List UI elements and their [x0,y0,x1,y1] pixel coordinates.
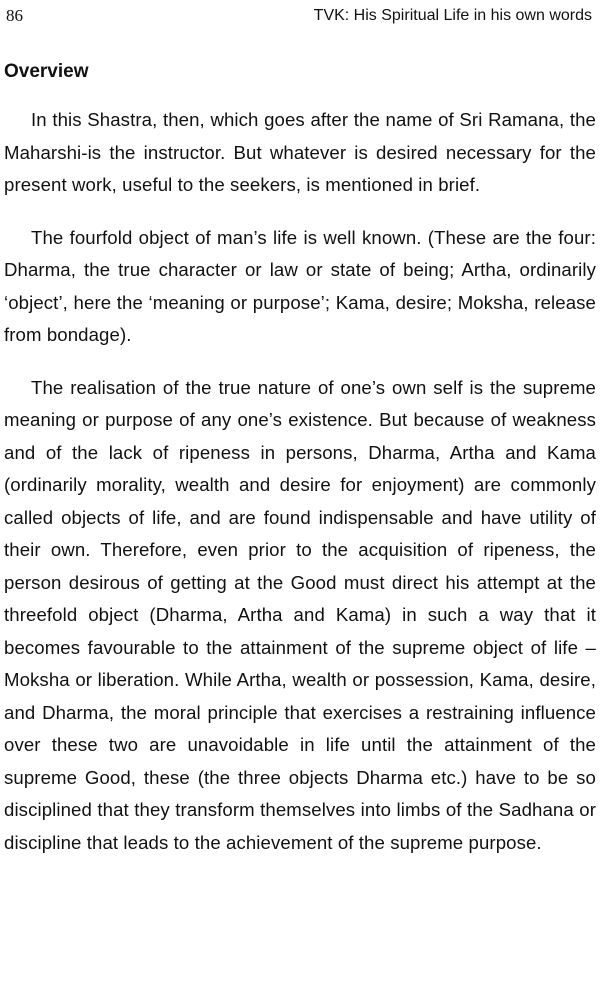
paragraph: The realisation of the true nature of one’s own self is the supreme meaning or purpose of any one’s existence. But because of weakness and of the lack of ripeness in persons, Dharma, Artha and Kama (ordinarily morality, wealth and desire for enjoyment) are commonly called objects of life, and are found indispensable and have utility of their own. Therefore, even prior to the acquisition of ripeness, the person desirous of getting at the Good must direct his attempt at the threefold object (Dharma, Artha and Kama) in such a way that it becomes favourable to the attainment of the supreme object of life – Moksha or liberation. While Artha, wealth or possession, Kama, desire, and Dharma, the moral principle that exercises a restraining influence over these two are unavoidable in life until the attainment of the supreme Good, these (the three objects Dharma etc.) have to be so disciplined that they transform themselves into limbs of the Sadhana or discipline that leads to the achievement of the supreme purpose. [4,376,596,853]
page-number: 86 [6,6,23,25]
page-header [6,4,592,28]
body-text [4,104,596,859]
paragraph: The fourfold object of man’s life is well known. (These are the four: Dharma, the true character or law or state of being; Artha, ordinarily ‘object’, here the ‘meaning or purpose’; Kama, desire; Moksha, release from bondage). [4,226,596,345]
section-heading: Overview [4,61,89,82]
paragraph: In this Shastra, then, which goes after the name of Sri Ramana, the Maharshi-is the instructor. But whatever is desired necessary for the present work, useful to the seekers, is mentioned in brief. [4,109,596,195]
running-title: TVK: His Spiritual Life in his own words [313,7,592,24]
